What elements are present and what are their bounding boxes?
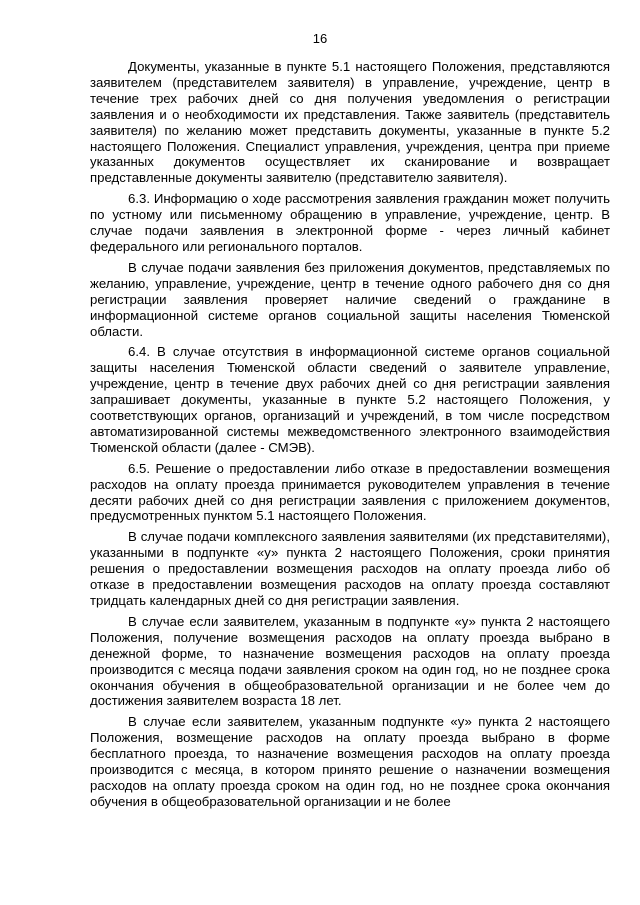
paragraph-complex-application: В случае подачи комплексного заявления заявителями (их представителями), указанными в подпункте «у» пункта 2 настоящего Положения, сроки принятия решения о предоставлении возмещения расходов на оплату проезда либо об отказе в предоставлении возмещения расходов на оплату проезда составляют тридцать календарных дней со дня регистрации заявления. (90, 529, 610, 608)
document-body (90, 59, 610, 815)
paragraph-documents-submission: Документы, указанные в пункте 5.1 настоящего Положения, представляются заявителем (представителем заявителя) в управление, учреждение, центр в течение трех рабочих дней со дня получения уведомления о регистрации заявления и о необходимости их представления. Также заявитель (представитель заявителя) по желанию может представить документы, указанные в пункте 5.2 настоящего Положения. Специалист управления, учреждения, центра при приеме указанных документов осуществляет их сканирование и возвращает представленные документы заявителю (представителю заявителя). (90, 59, 610, 186)
paragraph-free-travel-form: В случае если заявителем, указанным подпункте «у» пункта 2 настоящего Положения, возмещение расходов на оплату проезда выбрано в форме бесплатного проезда, то назначение возмещения расходов на оплату проезда производится с месяца, в котором принято решение о назначении возмещения расходов на оплату проезда сроком на один год, но не позднее срока окончания обучения в общеобразовательной организации и не более (90, 714, 610, 809)
paragraph-cash-form: В случае если заявителем, указанным в подпункте «у» пункта 2 настоящего Положения, получение возмещения расходов на оплату проезда выбрано в денежной форме, то назначение возмещения расходов на оплату проезда производится с месяца подачи заявления сроком на один год, но не позднее срока окончания обучения в общеобразовательной организации и не более чем до достижения заявителем возраста 18 лет. (90, 613, 610, 709)
paragraph-no-attachments: В случае подачи заявления без приложения документов, представляемых по желанию, управление, учреждение, центр в течение одного рабочего дня со дня регистрации заявления проверяет наличие сведений о гражданине в информационной системе органов социальной защиты населения Тюменской области. (90, 259, 610, 339)
paragraph-6-3: 6.3. Информацию о ходе рассмотрения заявления гражданин может получить по устному или письменному обращению в управление, учреждение, центр. В случае подачи заявления в электронной форме - через личный кабинет федерального или регионального порталов. (90, 191, 610, 254)
page-number: 16 (312, 31, 328, 46)
paragraph-6-5: 6.5. Решение о предоставлении либо отказе в предоставлении возмещения расходов на оплату проезда принимается руководителем управления в течение десяти рабочих дней со дня регистрации заявления с приложением документов, предусмотренных пунктом 5.1 настоящего Положения. (90, 460, 610, 524)
paragraph-6-4: 6.4. В случае отсутствия в информационной системе органов социальной защиты населения Тюменской области сведений о заявителе управление, учреждение, центр в течение двух рабочих дней со дня регистрации заявления запрашивает документы, указанные в пункте 5.2 настоящего Положения, у соответствующих органов, организаций и учреждений, в том числе посредством автоматизированной системы межведомственного электронного взаимодействия Тюменской области (далее - СМЭВ). (90, 344, 610, 455)
